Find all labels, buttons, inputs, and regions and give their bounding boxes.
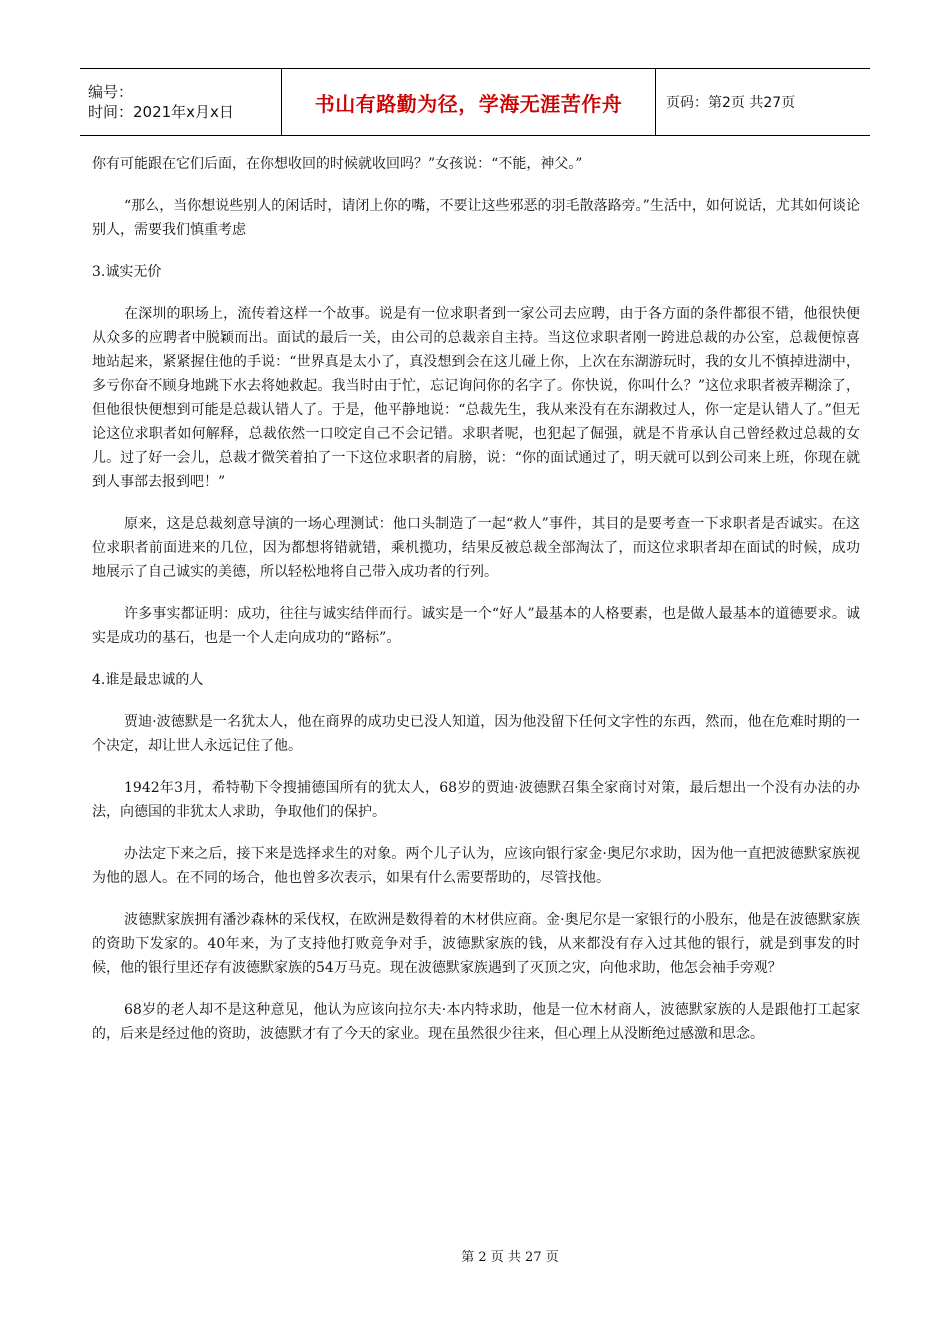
number-label: 编号： bbox=[88, 83, 134, 101]
document-body bbox=[92, 152, 860, 1064]
header-page-cell bbox=[656, 69, 795, 135]
section-heading: 3.诚实无价 bbox=[92, 264, 162, 280]
paragraph: 在深圳的职场上，流传着这样一个故事。说是有一位求职者到一家公司去应聘，由于各方面的条件都很不错，他很快便从众多的应聘者中脱颖而出。面试的最后一关，由公司的总裁亲自主持。当这位求职者刚一跨进总裁的办公室，总裁便惊喜地站起来，紧紧握住他的手说：“世界真是太小了，真没想到会在这儿碰上你，上次在东湖游玩时，我的女儿不慎掉进湖中，多亏你奋不顾身地跳下水去将她救起。我当时由于忙，忘记询问你的名字了。你快说，你叫什么？”这位求职者被弄糊涂了，但他很快便想到可能是总裁认错人了。于是，他平静地说：“总裁先生，我从来没有在东湖救过人，你一定是认错人了。”但无论这位求职者如何解释，总裁依然一口咬定自己不会记错。求职者呢，也犯起了倔强，就是不肯承认自己曾经救过总裁的女儿。过了好一会儿，总裁才微笑着拍了一下这位求职者的肩膀，说：“你的面试通过了，明天就可以到公司来上班，你现在就到人事部去报到吧！” bbox=[92, 306, 860, 490]
paragraph: 原来，这是总裁刻意导演的一场心理测试：他口头制造了一起“救人”事件，其目的是要考查一下求职者是否诚实。在这位求职者前面进来的几位，因为都想将错就错，乘机揽功，结果反被总裁全部淘汰了，而这位求职者却在面试的时候，成功地展示了自己诚实的美德，所以轻松地将自己带入成功者的行列。 bbox=[92, 516, 860, 580]
paragraph: 办法定下来之后，接下来是选择求生的对象。两个儿子认为，应该向银行家金·奥尼尔求助，因为他一直把波德默家族视为他的恩人。在不同的场合，他也曾多次表示，如果有什么需要帮助的，尽管找他。 bbox=[92, 846, 860, 886]
page-footer: 第 2 页 共 27 页 bbox=[461, 1250, 559, 1265]
paragraph: “那么，当你想说些别人的闲话时，请闭上你的嘴，不要让这些邪恶的羽毛散落路旁。”生活中，如何说话，尤其如何谈论别人，需要我们慎重考虑 bbox=[92, 198, 860, 238]
motto: 书山有路勤为径，学海无涯苦作舟 bbox=[314, 91, 623, 116]
paragraph: 1942年3月，希特勒下令搜捕德国所有的犹太人，68岁的贾迪·波德默召集全家商讨对策，最后想出一个没有办法的办法，向德国的非犹太人求助，争取他们的保护。 bbox=[92, 780, 860, 820]
time-label: 时间：2021年x月x日 bbox=[88, 103, 234, 121]
paragraph: 波德默家族拥有潘沙森林的采伐权，在欧洲是数得着的木材供应商。金·奥尼尔是一家银行的小股东，他是在波德默家族的资助下发家的。40年来，为了支持他打败竞争对手，波德默家族的钱，从来都没有存入过其他的银行，就是到事发的时候，他的银行里还存有波德默家族的54万马克。现在波德默家族遇到了灭顶之灾，向他求助，他怎会袖手旁观？ bbox=[92, 912, 860, 976]
paragraph: 许多事实都证明：成功，往往与诚实结伴而行。诚实是一个“好人”最基本的人格要素，也是做人最基本的道德要求。诚实是成功的基石，也是一个人走向成功的“路标”。 bbox=[92, 606, 860, 646]
header-motto-cell bbox=[281, 69, 656, 135]
header-meta bbox=[80, 69, 281, 135]
paragraph: 你有可能跟在它们后面，在你想收回的时候就收回吗？”女孩说：“不能，神父。” bbox=[92, 156, 583, 172]
section-heading: 4.谁是最忠诚的人 bbox=[92, 672, 204, 688]
paragraph: 贾迪·波德默是一名犹太人，他在商界的成功史已没人知道，因为他没留下任何文字性的东西，然而，他在危难时期的一个决定，却让世人永远记住了他。 bbox=[92, 714, 860, 754]
page-label: 页码：第2页 共27页 bbox=[666, 95, 796, 111]
page-header bbox=[80, 68, 870, 136]
paragraph: 68岁的老人却不是这种意见，他认为应该向拉尔夫·本内特求助，他是一位木材商人，波德默家族的人是跟他打工起家的，后来是经过他的资助，波德默才有了今天的家业。现在虽然很少往来，但心理上从没断绝过感激和思念。 bbox=[92, 1002, 860, 1042]
